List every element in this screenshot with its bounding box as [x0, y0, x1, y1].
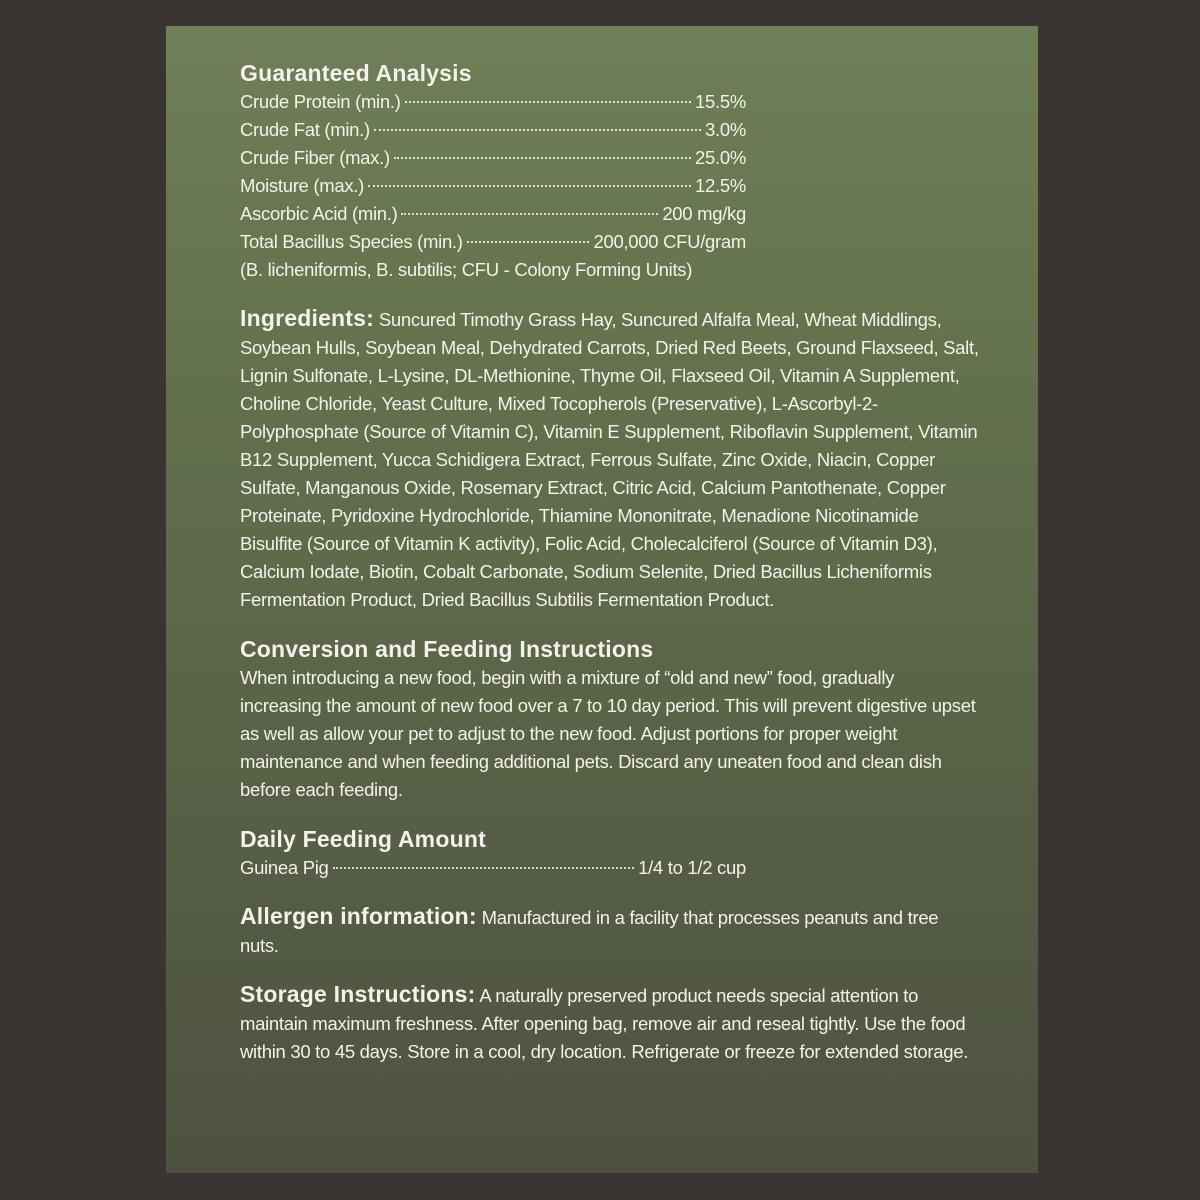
- dot-leader: [368, 184, 691, 187]
- analysis-row-fat: [240, 116, 746, 144]
- analysis-row-ascorbic-acid: [240, 200, 746, 228]
- analysis-row-moisture: [240, 172, 746, 200]
- dot-leader: [467, 240, 590, 243]
- dot-leader: [333, 866, 635, 869]
- ingredients-heading: Ingredients:: [240, 305, 375, 331]
- conversion-text: When introducing a new food, begin with a mixture of “old and new” food, gradually increasing the amount of new food over a 7 to 10 day period. This will prevent digestive upset as well as allow your pet to adjust to the new food. Adjust portions for proper weight maintenance and when feeding additional pets. Discard any uneaten food and clean dish before each feeding.: [240, 667, 976, 800]
- analysis-label: Ascorbic Acid (min.): [240, 203, 398, 224]
- ingredients-text: Suncured Timothy Grass Hay, Suncured Alfalfa Meal, Wheat Middlings, Soybean Hulls, Soybean Meal, Dehydrated Carrots, Dried Red Beets, Ground Flaxseed, Salt, Lignin Sulfonate, L-Lysine, DL-Methionine, Thyme Oil, Flaxseed Oil, Vitamin A Supplement, Choline Chloride, Yeast Culture, Mixed Tocopherols (Preservative), L-Ascorbyl-2-Polyphosphate (Source of Vitamin C), Vitamin E Supplement, Riboflavin Supplement, Vitamin B12 Supplement, Yucca Schidigera Extract, Ferrous Sulfate, Zinc Oxide, Niacin, Copper Sulfate, Manganous Oxide, Rosemary Extract, Citric Acid, Calcium Pantothenate, Copper Proteinate, Pyridoxine Hydrochloride, Thiamine Mononitrate, Menadione Nicotinamide Bisulfite (Source of Vitamin K activity), Folic Acid, Cholecalciferol (Source of Vitamin D3), Calcium Iodate, Biotin, Cobalt Carbonate, Sodium Selenite, Dried Bacillus Licheniformis Fermentation Product, Dried Bacillus Subtilis Fermentation Product.: [240, 309, 979, 610]
- analysis-value: 200 mg/kg: [662, 203, 746, 224]
- ingredients-section: [240, 304, 980, 614]
- daily-feeding-section: [240, 824, 980, 882]
- daily-feeding-row: [240, 854, 746, 882]
- storage-heading: Storage Instructions:: [240, 981, 476, 1007]
- conversion-section: [240, 634, 980, 804]
- storage-paragraph: [240, 980, 980, 1066]
- allergen-paragraph: [240, 902, 980, 960]
- storage-section: [240, 980, 980, 1066]
- guaranteed-analysis-section: [240, 58, 980, 284]
- analysis-label: Moisture (max.): [240, 175, 364, 196]
- dot-leader: [374, 128, 701, 131]
- analysis-label: Crude Fat (min.): [240, 119, 370, 140]
- analysis-value: 3.0%: [705, 119, 746, 140]
- analysis-row-protein: [240, 88, 746, 116]
- analysis-value: 200,000 CFU/gram: [593, 231, 746, 252]
- analysis-label: Crude Protein (min.): [240, 91, 401, 112]
- daily-feeding-heading: Daily Feeding Amount: [240, 826, 486, 852]
- conversion-heading: Conversion and Feeding Instructions: [240, 636, 654, 662]
- analysis-value: 25.0%: [695, 147, 746, 168]
- analysis-row-bacillus: [240, 228, 746, 256]
- daily-feeding-label: Guinea Pig: [240, 857, 329, 878]
- dot-leader: [401, 212, 658, 215]
- analysis-row-fiber: [240, 144, 746, 172]
- allergen-text: Manufactured in a facility that processes peanuts and tree nuts.: [240, 907, 939, 956]
- analysis-footnote: (B. licheniformis, B. subtilis; CFU - Colony Forming Units): [240, 259, 693, 280]
- label-content: [240, 58, 980, 1066]
- analysis-value: 15.5%: [695, 91, 746, 112]
- analysis-value: 12.5%: [695, 175, 746, 196]
- analysis-label: Total Bacillus Species (min.): [240, 231, 463, 252]
- dot-leader: [405, 100, 691, 103]
- guaranteed-analysis-heading: Guaranteed Analysis: [240, 60, 472, 86]
- analysis-label: Crude Fiber (max.): [240, 147, 390, 168]
- label-panel: [166, 26, 1038, 1173]
- allergen-section: [240, 902, 980, 960]
- allergen-heading: Allergen information:: [240, 903, 477, 929]
- storage-text: A naturally preserved product needs special attention to maintain maximum freshness. After opening bag, remove air and reseal tightly. Use the food within 30 to 45 days. Store in a cool, dry location. Refrigerate or freeze for extended storage.: [240, 985, 969, 1062]
- daily-feeding-value: 1/4 to 1/2 cup: [638, 857, 746, 878]
- ingredients-paragraph: [240, 304, 980, 614]
- dot-leader: [394, 156, 691, 159]
